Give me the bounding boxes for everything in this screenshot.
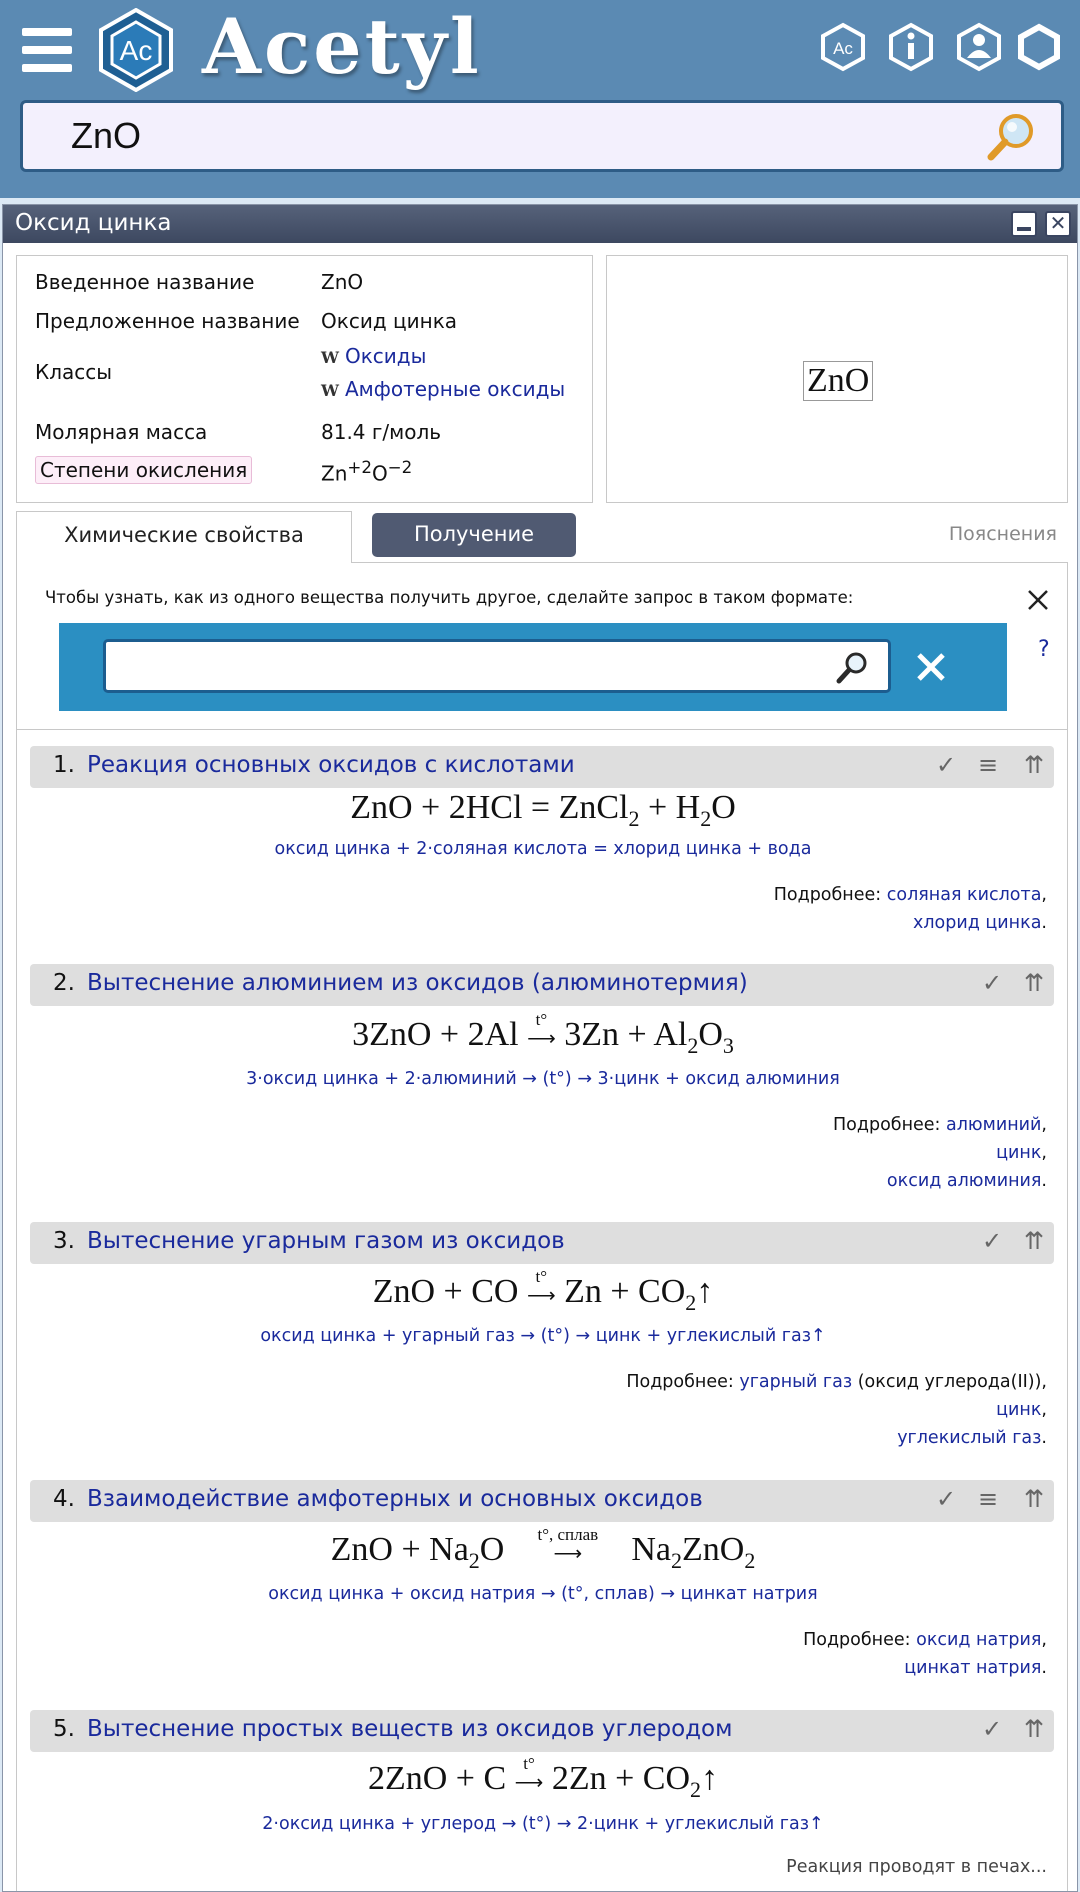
structure-box xyxy=(606,255,1068,503)
reaction-search-bar xyxy=(59,623,1007,711)
hint-close-icon[interactable] xyxy=(1025,587,1051,613)
more-link[interactable]: цинк xyxy=(996,1143,1042,1163)
reaction-number: 4. xyxy=(53,1486,75,1512)
info-value: 81.4 г/моль xyxy=(321,420,442,444)
check-icon[interactable]: ✓ xyxy=(982,1715,1003,1743)
reaction-header xyxy=(30,1222,1054,1264)
oxidation-states-link[interactable]: Степени окисления xyxy=(35,456,252,484)
list-icon[interactable]: ≡ xyxy=(978,751,999,779)
reaction-title[interactable]: Вытеснение алюминием из оксидов (алюминотермия) xyxy=(87,970,748,996)
panel-title-bar xyxy=(3,205,1077,243)
substance-panel xyxy=(2,204,1078,1892)
logo-text: Ac xyxy=(119,35,153,66)
reaction-title[interactable]: Взаимодействие амфотерных и основных оксидов xyxy=(87,1486,703,1512)
reaction-more: Подробнее: оксид натрия, цинкат натрия. xyxy=(803,1630,1047,1678)
oxidation-value: $Zn^{+2}O^{-2}$ xyxy=(321,458,413,486)
user-icon[interactable] xyxy=(954,22,1004,72)
reaction-words[interactable]: 2·оксид цинка + углерод → (t°) → 2·цинк + углекислый газ↑ xyxy=(262,1814,824,1834)
help-link[interactable]: ? xyxy=(1038,637,1050,662)
reaction-hint: Чтобы узнать, как из одного вещества получить другое, сделайте запрос в таком формате: xyxy=(45,588,854,607)
tab-explanations[interactable]: Пояснения xyxy=(948,523,1057,545)
check-icon[interactable]: ✓ xyxy=(982,1227,1003,1255)
reaction-words[interactable]: оксид цинка + 2·соляная кислота = хлорид цинка + вода xyxy=(274,839,812,859)
wiki-icon: W xyxy=(321,381,339,400)
check-icon[interactable]: ✓ xyxy=(936,751,957,779)
reaction-equation: ZnO + 2HCl = ZnCl$_2$ + $H_2O$ xyxy=(350,789,736,831)
reaction-header xyxy=(30,964,1054,1006)
more-link[interactable]: углекислый газ xyxy=(897,1428,1042,1448)
list-icon[interactable]: ≡ xyxy=(978,1485,999,1513)
search-input[interactable]: ZnO xyxy=(71,115,142,156)
more-link[interactable]: хлорид цинка xyxy=(913,913,1042,933)
reaction-words[interactable]: оксид цинка + угарный газ → (t°) → цинк + углекислый газ↑ xyxy=(260,1326,826,1346)
info-label: Введенное название xyxy=(35,270,255,294)
reaction-number: 3. xyxy=(53,1228,75,1254)
info-label: Молярная масса xyxy=(35,420,208,444)
app-brand: Acetyl xyxy=(202,2,482,91)
more-link[interactable]: оксид алюминия xyxy=(886,1171,1042,1191)
svg-text:Ac: Ac xyxy=(833,39,853,58)
more-link[interactable]: цинкат натрия xyxy=(904,1658,1042,1678)
reaction-equation: ZnO + CO t° ⟶ $Zn + CO_2↑$ xyxy=(372,1267,714,1315)
info-label: Предложенное название xyxy=(35,309,300,333)
reaction-words[interactable]: оксид цинка + оксид натрия → (t°, сплав) → цинкат натрия xyxy=(268,1584,818,1604)
reaction-equation: 2ZnO + C t° ⟶ $2Zn + CO_2↑$ xyxy=(367,1754,719,1802)
reaction-clear-icon[interactable] xyxy=(911,647,951,687)
reaction-more: Подробнее: алюминий, цинк, оксид алюминия. xyxy=(833,1115,1047,1191)
reaction-title[interactable]: Вытеснение угарным газом из оксидов xyxy=(87,1228,565,1254)
scroll-top-icon[interactable]: ⇈ xyxy=(1024,1485,1045,1513)
scroll-top-icon[interactable]: ⇈ xyxy=(1024,969,1045,997)
panel-title: Оксид цинка xyxy=(15,210,172,236)
reaction-words[interactable]: 3·оксид цинка + 2·алюминий → (t°) → 3·цинк + оксид алюминия xyxy=(246,1069,840,1089)
class-link-oxides[interactable]: W Оксиды xyxy=(321,344,427,368)
structure-image: ZnO xyxy=(803,361,873,401)
info-table xyxy=(16,255,593,503)
reaction-equation: ZnO + $Na_2O$ t°, сплав ⟶ $Na_2ZnO_2$ xyxy=(330,1525,756,1573)
more-link[interactable]: соляная кислота xyxy=(886,885,1042,905)
app-header xyxy=(0,0,1080,198)
search-icon[interactable] xyxy=(983,109,1039,165)
reaction-more: Подробнее: угарный газ (оксид углерода(II)), цинк, углекислый газ. xyxy=(626,1372,1047,1448)
acetyl-logo[interactable] xyxy=(94,8,178,92)
search-field[interactable] xyxy=(20,100,1064,172)
scroll-top-icon[interactable]: ⇈ xyxy=(1024,751,1045,779)
info-value: ZnO xyxy=(321,270,364,294)
info-icon[interactable] xyxy=(886,22,936,72)
tab-chemical-properties[interactable]: Химические свойства xyxy=(16,511,352,563)
more-link[interactable]: цинк xyxy=(996,1400,1042,1420)
check-icon[interactable]: ✓ xyxy=(936,1485,957,1513)
reaction-title[interactable]: Вытеснение простых веществ из оксидов углеродом xyxy=(87,1716,733,1742)
close-button[interactable]: ✕ xyxy=(1045,211,1071,237)
reaction-header xyxy=(30,1480,1054,1522)
reaction-more-partial: Реакция проводят в печах... xyxy=(786,1857,1047,1877)
menu-icon[interactable] xyxy=(22,28,72,72)
reaction-title[interactable]: Реакция основных оксидов с кислотами xyxy=(87,752,575,778)
hexagon-icon[interactable] xyxy=(1014,22,1064,72)
check-icon[interactable]: ✓ xyxy=(982,969,1003,997)
reaction-header xyxy=(30,746,1054,788)
reaction-number: 2. xyxy=(53,970,75,996)
reaction-number: 1. xyxy=(53,752,75,778)
scroll-top-icon[interactable]: ⇈ xyxy=(1024,1227,1045,1255)
more-link[interactable]: угарный газ xyxy=(739,1372,853,1392)
reaction-more: Подробнее: соляная кислота, хлорид цинка. xyxy=(773,885,1047,933)
more-link[interactable]: оксид натрия xyxy=(916,1630,1042,1650)
reaction-equation: 3ZnO + 2Al t° ⟶ $3Zn + Al_2O_3$ xyxy=(352,1010,734,1058)
divider xyxy=(17,729,1067,730)
reaction-search-input[interactable] xyxy=(103,639,891,693)
scroll-top-icon[interactable]: ⇈ xyxy=(1024,1715,1045,1743)
info-label: Классы xyxy=(35,360,113,384)
info-value: Оксид цинка xyxy=(321,309,458,333)
reaction-header xyxy=(30,1710,1054,1752)
wiki-icon: W xyxy=(321,348,339,367)
class-link-amphoteric[interactable]: W Амфотерные оксиды xyxy=(321,377,566,401)
reaction-number: 5. xyxy=(53,1716,75,1742)
minimize-button[interactable] xyxy=(1011,211,1037,237)
tab-obtaining[interactable]: Получение xyxy=(372,513,576,557)
more-link[interactable]: алюминий xyxy=(946,1115,1042,1135)
reaction-search-icon[interactable] xyxy=(834,650,870,686)
compound-icon[interactable] xyxy=(818,22,868,72)
